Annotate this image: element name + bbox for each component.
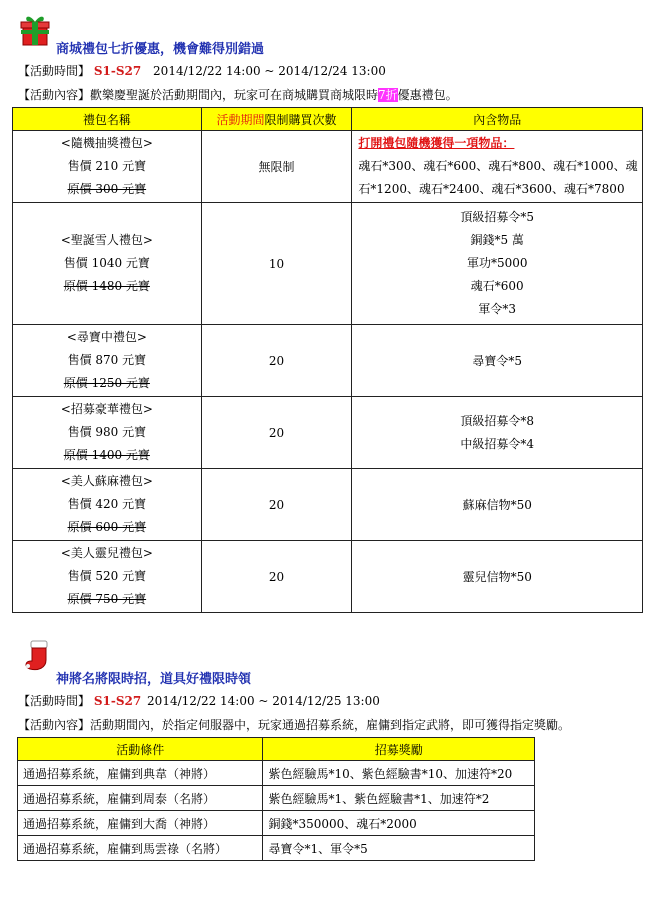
pack-name: <美人蘇麻禮包> [60,474,153,488]
item-line: 魂石*600 [470,279,524,293]
header-limit [201,108,352,131]
pack-name: <聖誕雪人禮包> [60,233,153,247]
server-range: S1-S27 [93,694,142,708]
pack-orig-price: 原價 300 元寶 [67,182,147,196]
pack-cell [13,325,202,397]
pack-name: <隨機抽獎禮包> [60,136,153,150]
table-row [18,786,535,811]
header-limit-red: 活動期間 [216,112,265,127]
content-line [18,716,570,733]
header-pack-name: 禮包名稱 [13,108,202,131]
pack-price: 售價 420 元寶 [67,497,147,511]
item-line: 軍功*5000 [466,256,528,270]
condition-cell: 通過招募系統，雇傭到周泰（名將） [18,786,263,811]
header-limit-rest: 限制購買次數 [264,112,337,127]
condition-cell: 通過招募系統，雇傭到大喬（神將） [18,811,263,836]
item-line: 打開禮包隨機獲得一項物品： [358,136,515,150]
items-cell [352,131,643,203]
table-row [13,325,643,397]
header-reward: 招募獎勵 [263,738,535,761]
table-row [13,541,643,613]
section-title: 商城禮包七折優惠，機會難得別錯過 [56,42,265,57]
table-row [18,761,535,786]
limit-cell: 20 [201,469,352,541]
limit-cell: 10 [201,203,352,325]
content-post: 優惠禮包。 [397,88,458,102]
gift-box-icon [20,14,50,46]
reward-cell: 銅錢*350000、魂石*2000 [263,811,535,836]
table-header-row [18,738,535,761]
reward-cell: 紫色經驗馬*1、紫色經驗書*1、加速符*2 [263,786,535,811]
pack-price: 售價 980 元寶 [67,425,147,439]
table-row [13,131,643,203]
pack-orig-price: 原價 1250 元寶 [63,376,150,390]
pack-name: <尋寶中禮包> [66,330,147,344]
item-line: 魂石*300、魂石*600、魂石*800、魂石*1000、魂 [358,159,638,173]
table-row [13,397,643,469]
reward-cell: 尋寶令*1、軍令*5 [263,836,535,861]
item-line: 軍令*3 [478,302,517,316]
table-header-row [13,108,643,131]
content-line [18,86,458,103]
item-line: 石*1200、魂石*2400、魂石*3600、魂石*7800 [358,182,625,196]
time-value: 2014/12/22 14:00 ~ 2014/12/24 13:00 [153,64,386,78]
items-cell [352,203,643,325]
gift-pack-table [12,107,643,613]
limit-cell: 無限制 [201,131,352,203]
pack-price: 售價 1040 元寶 [63,256,150,270]
section-title: 神將名將限時招，道具好禮限時領 [56,672,252,687]
condition-cell: 通過招募系統，雇傭到馬雲祿（名將） [18,836,263,861]
pack-cell [13,131,202,203]
table-row [18,836,535,861]
content-pre: 歡樂慶聖誕於活動期間內，玩家可在商城購買商城限時 [90,88,379,102]
pack-cell [13,397,202,469]
content-label: 【活動內容】 [18,718,91,732]
items-cell [352,397,643,469]
time-line [18,62,386,79]
content-label: 【活動內容】 [18,88,91,102]
header-condition: 活動條件 [18,738,263,761]
time-value: 2014/12/22 14:00 ~ 2014/12/25 13:00 [147,694,380,708]
pack-orig-price: 原價 1400 元寶 [63,448,150,462]
pack-price: 售價 210 元寶 [67,159,147,173]
pack-price: 售價 870 元寶 [67,353,147,367]
recruit-table [17,737,535,861]
item-line: 頂級招募令*8 [460,413,535,428]
pack-name: <美人靈兒禮包> [60,546,153,560]
table-row [18,811,535,836]
item-line: 銅錢*5 萬 [470,233,524,247]
limit-cell: 20 [201,325,352,397]
time-line [18,692,380,709]
pack-cell [13,469,202,541]
pack-orig-price: 原價 1480 元寶 [63,279,150,293]
server-range: S1-S27 [93,64,142,78]
item-line: 頂級招募令*5 [460,210,535,224]
pack-price: 售價 520 元寶 [67,569,147,583]
time-label: 【活動時間】 [18,64,91,78]
discount-highlight: 7折 [378,88,398,102]
time-label: 【活動時間】 [18,694,91,708]
item-line: 中級招募令*4 [460,436,535,451]
pack-cell [13,541,202,613]
items-cell: 尋寶令*5 [352,325,643,397]
items-cell: 蘇麻信物*50 [352,469,643,541]
condition-cell: 通過招募系統，雇傭到典韋（神將） [18,761,263,786]
limit-cell: 20 [201,397,352,469]
items-cell: 靈兒信物*50 [352,541,643,613]
table-row [13,469,643,541]
pack-orig-price: 原價 600 元寶 [67,520,147,534]
pack-cell [13,203,202,325]
pack-orig-price: 原價 750 元寶 [67,592,147,606]
christmas-stocking-icon [22,640,54,672]
reward-cell: 紫色經驗馬*10、紫色經驗書*10、加速符*20 [263,761,535,786]
pack-name: <招募豪華禮包> [60,402,153,416]
header-items: 內含物品 [352,108,643,131]
table-row [13,203,643,325]
limit-cell: 20 [201,541,352,613]
content-text: 活動期間內，於指定伺服器中，玩家通過招募系統，雇傭到指定武將，即可獲得指定獎勵。 [90,718,571,732]
